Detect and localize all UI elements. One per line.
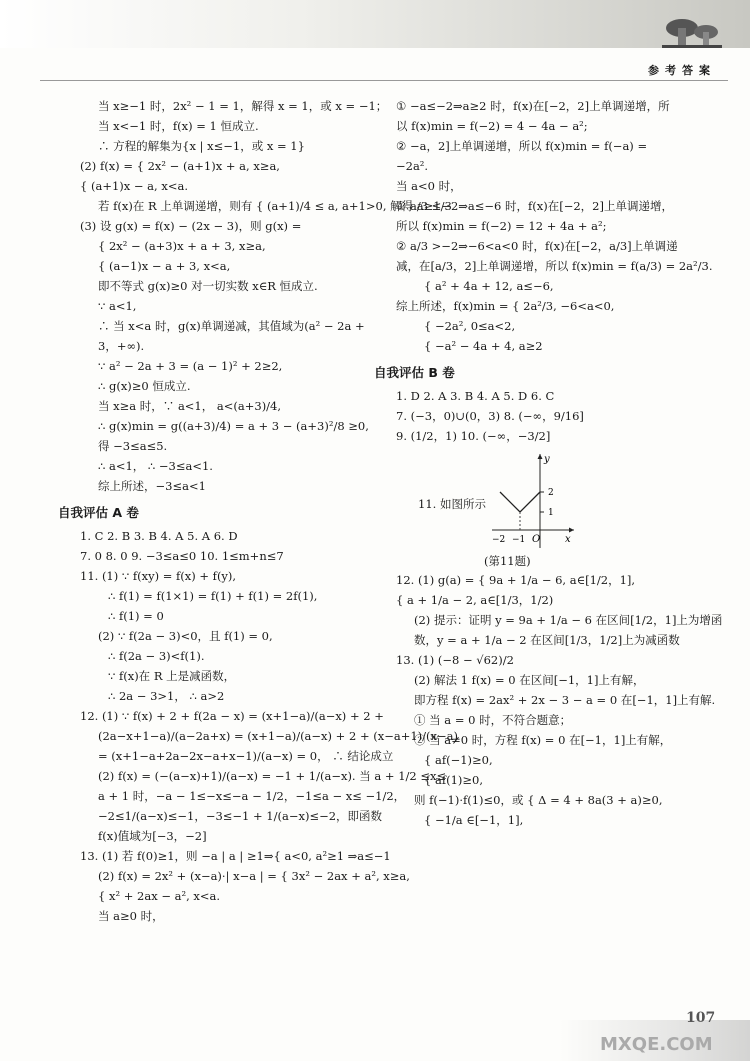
answer-line: 综上所述，f(x)min = { 2a²/3, −6<a<0,: [396, 299, 615, 313]
section-heading: 自我评估 B 卷: [374, 365, 455, 380]
answer-line: 11. (1) ∵ f(xy) = f(x) + f(y),: [80, 569, 237, 583]
answer-line: 1. D 2. A 3. B 4. A 5. D 6. C: [396, 389, 555, 403]
answer-line: { (a+1)x − a, x<a.: [80, 179, 188, 193]
figure-caption: (第11题): [484, 554, 531, 568]
answer-line: −2a².: [396, 159, 429, 173]
answer-line: { −a² − 4a + 4, a≥2: [424, 339, 543, 353]
answer-line: f(x)值域为[−3，−2]: [98, 829, 207, 843]
tick-label-x: −2: [492, 535, 506, 545]
answer-line: ∵ a<1,: [98, 299, 137, 313]
answer-line: { 2x² − (a+3)x + a + 3, x≥a,: [98, 239, 266, 253]
answer-line: ∴ g(x)≥0 恒成立.: [98, 379, 191, 393]
tick-label-y: 2: [548, 488, 554, 498]
answer-line: ∴ 当 x<a 时，g(x)单调递减，其值域为(a² − 2a +: [98, 319, 365, 333]
tick-label-x: −1: [512, 535, 526, 545]
answer-line: { af(1)≥0,: [424, 773, 483, 787]
y-axis-arrow: [538, 454, 543, 459]
answer-line: −2≤1/(a−x)≤−1，−3≤−1 + 1/(a−x)≤−2，即函数: [98, 809, 383, 823]
answer-line: ① a/3 ≤−2⇒a≤−6 时，f(x)在[−2，2]上单调递增，: [396, 199, 673, 213]
figure-11: [396, 452, 718, 552]
answer-line: ② −a，2]上单调递增，所以 f(x)min = f(−a) =: [396, 139, 648, 153]
answer-line: 13. (1) 若 f(0)≥1，则 −a | a | ≥1⇒{ a<0, a²≥1 ⇒a≤−1: [80, 849, 391, 863]
answer-line: ∵ f(x)在 R 上是减函数，: [108, 669, 236, 683]
answer-line: 得 −3≤a≤5.: [98, 439, 168, 453]
answer-line: ∵ a² − 2a + 3 = (a − 1)² + 2≥2,: [98, 359, 283, 373]
answer-line: { a + 1/a − 2, a∈[1/3，1/2): [396, 593, 554, 607]
tick-label-y: 1: [548, 508, 554, 518]
answer-line: 1. C 2. B 3. B 4. A 5. A 6. D: [80, 529, 238, 543]
answer-line: 若 f(x)在 R 上单调递增，则有 { (a+1)/4 ≤ a, a+1>0, 解得 a≥1/3: [98, 199, 452, 213]
answer-line: ∴ f(2a − 3)<f(1).: [108, 649, 205, 663]
answer-line: ∴ g(x)min = g((a+3)/4) = a + 3 − (a+3)²/8 ≥0,: [98, 419, 369, 433]
answer-line: 13. (1) (−8 − √62)/2: [396, 653, 514, 667]
section-heading: 自我评估 A 卷: [58, 505, 139, 520]
answer-line: (2) f(x) = 2x² + (x−a)·| x−a | = { 3x² − 2ax + a², x≥a,: [98, 869, 410, 883]
answer-line: (2) f(x) = (−(a−x)+1)/(a−x) = −1 + 1/(a−x). 当 a + 1/2 ≤x≤: [98, 769, 447, 783]
answer-line: 综上所述，−3≤a<1: [98, 479, 206, 493]
answer-line: 当 x≥a 时，∵ a<1， a<(a+3)/4,: [98, 399, 282, 413]
answer-line: 12. (1) g(a) = { 9a + 1/a − 6, a∈[1/2，1],: [396, 573, 636, 587]
origin-label: O: [532, 534, 541, 545]
answer-line: 7. 0 8. 0 9. −3≤a≤0 10. 1≤m+n≤7: [80, 549, 284, 563]
header-title: 参考答案: [648, 64, 716, 77]
answer-line: (2a−x+1−a)/(a−2a+x) = (x+1−a)/(a−x) + 2 + (x−a+1)/(x−a): [98, 729, 458, 743]
answer-line: a + 1 时，−a − 1≤−x≤−a − 1/2，−1≤a − x≤ −1/2，: [98, 789, 406, 803]
answer-line: 当 x<−1 时，f(x) = 1 恒成立.: [98, 119, 259, 133]
answer-line: { (a−1)x − a + 3, x<a,: [98, 259, 231, 273]
answer-line: ① 当 a = 0 时，不符合题意；: [414, 713, 572, 727]
answer-line: { af(−1)≥0,: [424, 753, 493, 767]
answer-line: 以 f(x)min = f(−2) = 4 − 4a − a²;: [396, 119, 588, 133]
answer-line: 9. (1/2，1) 10. (−∞，−3/2]: [396, 429, 551, 443]
header-band: [0, 0, 750, 48]
answer-line: 当 a≥0 时，: [98, 909, 164, 923]
answer-line: 所以 f(x)min = f(−2) = 12 + 4a + a²;: [396, 219, 607, 233]
answer-line: { x² + 2ax − a², x<a.: [98, 889, 221, 903]
answer-line: { a² + 4a + 12, a≤−6,: [424, 279, 554, 293]
answer-line: 即不等式 g(x)≥0 对一切实数 x∈R 恒成立.: [98, 279, 318, 293]
answer-line: = (x+1−a+2a−2x−a+x−1)/(a−x) = 0， ∴ 结论成立: [98, 749, 394, 763]
answer-line: ∴ f(1) = 0: [108, 609, 164, 623]
answer-line: ② 当 a≠0 时，方程 f(x) = 0 在[−1，1]上有解，: [414, 733, 672, 747]
answer-line: 当 a<0 时，: [396, 179, 462, 193]
answer-line: ① −a≤−2⇒a≥2 时，f(x)在[−2，2]上单调递增，所: [396, 99, 670, 113]
function-graph: [488, 452, 578, 552]
answer-line: ② a/3 >−2⇒−6<a<0 时，f(x)在[−2，a/3]上单调递: [396, 239, 678, 253]
watermark: MXQE.COM: [600, 1034, 713, 1055]
answer-line: 3，+∞).: [98, 339, 145, 353]
answer-line: { −1/a ∈[−1，1],: [424, 813, 524, 827]
answer-line: 数，y = a + 1/a − 2 在区间[1/3，1/2]上为减函数: [414, 633, 680, 647]
answer-line: { −2a², 0≤a<2,: [424, 319, 516, 333]
x-axis-label: x: [565, 534, 571, 545]
header-divider: [40, 80, 728, 81]
page-number: 107: [686, 1010, 716, 1026]
answer-line: 即方程 f(x) = 2ax² + 2x − 3 − a = 0 在[−1，1]上有解.: [414, 693, 716, 707]
answer-line: 12. (1) ∵ f(x) + 2 + f(2a − x) = (x+1−a)/(a−x) + 2 +: [80, 709, 384, 723]
answer-line: (2) 解法 1 f(x) = 0 在区间[−1，1]上有解，: [414, 673, 645, 687]
answer-line: 则 f(−1)·f(1)≤0，或 { Δ = 4 + 8a(3 + a)≥0,: [414, 793, 663, 807]
answer-line: (3) 设 g(x) = f(x) − (2x − 3)，则 g(x) =: [80, 219, 302, 233]
right-column: [374, 96, 723, 830]
answer-line: (2) ∵ f(2a − 3)<0，且 f(1) = 0,: [98, 629, 273, 643]
answer-line: (2) 提示：证明 y = 9a + 1/a − 6 在区间[1/2，1]上为增函: [414, 613, 723, 627]
answer-line: (2) f(x) = { 2x² − (a+1)x + a, x≥a,: [80, 159, 280, 173]
figure-label: 11. 如图所示: [418, 497, 486, 511]
graph-curve: [500, 492, 540, 512]
answer-line: ∴ 方程的解集为{x | x≤−1，或 x = 1}: [98, 139, 305, 153]
y-axis-label: y: [544, 454, 550, 465]
answer-line: ∴ f(1) = f(1×1) = f(1) + f(1) = 2f(1),: [108, 589, 318, 603]
x-axis-arrow: [569, 528, 574, 533]
mushroom-logo-icon: [662, 14, 722, 50]
answer-line: ∴ a<1， ∴ −3≤a<1.: [98, 459, 213, 473]
answer-line: 7. (−3，0)∪(0，3) 8. (−∞，9/16]: [396, 409, 584, 423]
answer-line: ∴ 2a − 3>1， ∴ a>2: [108, 689, 225, 703]
answer-line: 减，在[a/3，2]上单调递增，所以 f(x)min = f(a/3) = 2a²/3.: [396, 259, 713, 273]
answer-line: 当 x≥−1 时，2x² − 1 = 1，解得 x = 1，或 x = −1；: [98, 99, 388, 113]
